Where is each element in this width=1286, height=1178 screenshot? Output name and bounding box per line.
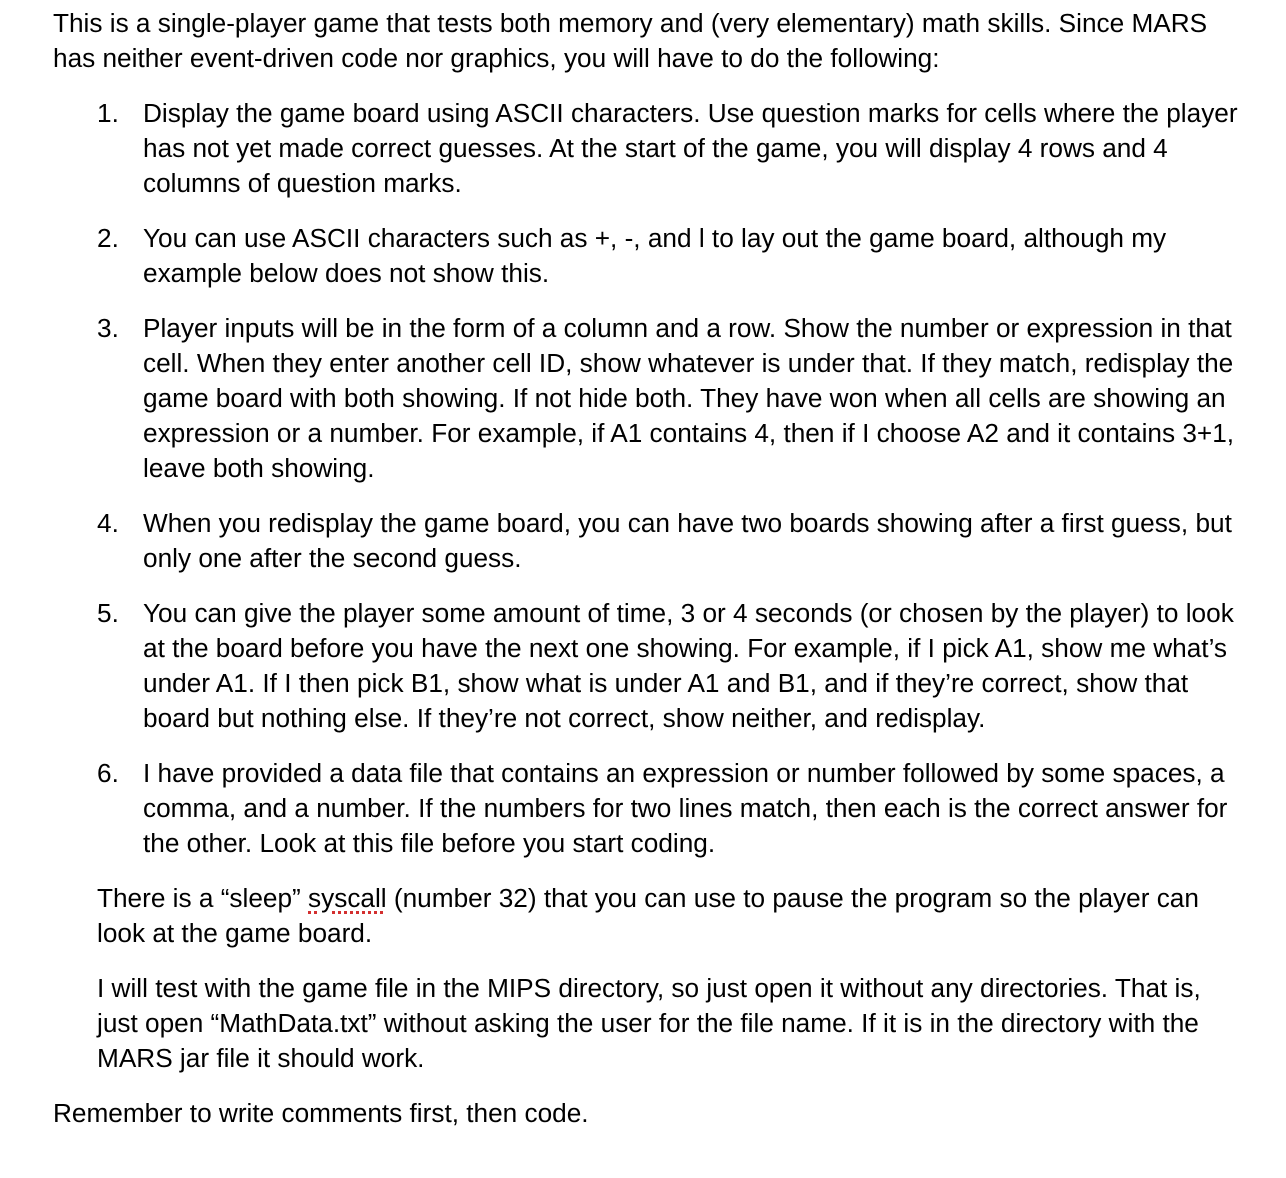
list-item-text: I have provided a data file that contains an expression or number followed by some spaces, a comma, and a number. If the numbers for two lines match, then each is the correct answer for the other. Look at this file before you start coding. — [143, 758, 1228, 858]
list-item-number: 6. — [97, 758, 119, 788]
list-item-number: 1. — [97, 98, 119, 128]
list-item-text: You can use ASCII characters such as +, -, and l to lay out the game board, although my example below does not show this. — [143, 223, 1167, 288]
list-item-text: Player inputs will be in the form of a column and a row. Show the number or expression in that cell. When they enter another cell ID, show whatever is under that. If they match, redisplay the game board with both showing. If not hide both. They have won when all cells are showing an expression or a number. For example, if A1 contains 4, then if I choose A2 and it contains 3+1, leave both showing. — [143, 313, 1235, 483]
list-item — [97, 96, 1243, 201]
list-item-text: Display the game board using ASCII characters. Use question marks for cells where the player has not yet made correct guesses. At the start of the game, you will display 4 rows and 4 columns of question marks. — [143, 98, 1238, 198]
file-note-paragraph: I will test with the game file in the MIPS directory, so just open it without any directories. That is, just open “MathData.txt” without asking the user for the file name. If it is in the directory with the MARS jar file it should work. — [97, 973, 1201, 1073]
document-body — [53, 6, 1243, 1131]
list-item-text: When you redisplay the game board, you can have two boards showing after a first guess, but only one after the second guess. — [143, 508, 1232, 573]
closing-paragraph: Remember to write comments first, then code. — [53, 1098, 589, 1128]
list-item — [97, 221, 1243, 291]
sleep-text-before: There is a “sleep” — [97, 883, 309, 913]
list-item-number: 2. — [97, 223, 119, 253]
list-item — [97, 506, 1243, 576]
sleep-text-after: (number 32) that you can use to pause the program so the player can look at the game board. — [97, 883, 1199, 948]
instructions-list — [97, 96, 1243, 861]
list-item-text: You can give the player some amount of time, 3 or 4 seconds (or chosen by the player) to look at the board before you have the next one showing. For example, if I pick A1, show me what’s under A1. If I then pick B1, show what is under A1 and B1, and if they’re correct, show that board but nothing else. If they’re not correct, show neither, and redisplay. — [143, 598, 1234, 733]
list-item-number: 4. — [97, 508, 119, 538]
intro-paragraph: This is a single-player game that tests both memory and (very elementary) math skills. Since MARS has neither event-driven code nor graphics, you will have to do the following: — [53, 8, 1208, 73]
list-item — [97, 596, 1243, 736]
spellcheck-flagged-word[interactable]: syscall — [308, 883, 387, 913]
list-item — [97, 756, 1243, 861]
list-item-number: 3. — [97, 313, 119, 343]
sleep-syscall-paragraph — [97, 881, 1243, 951]
list-item-number: 5. — [97, 598, 119, 628]
list-item — [97, 311, 1243, 486]
